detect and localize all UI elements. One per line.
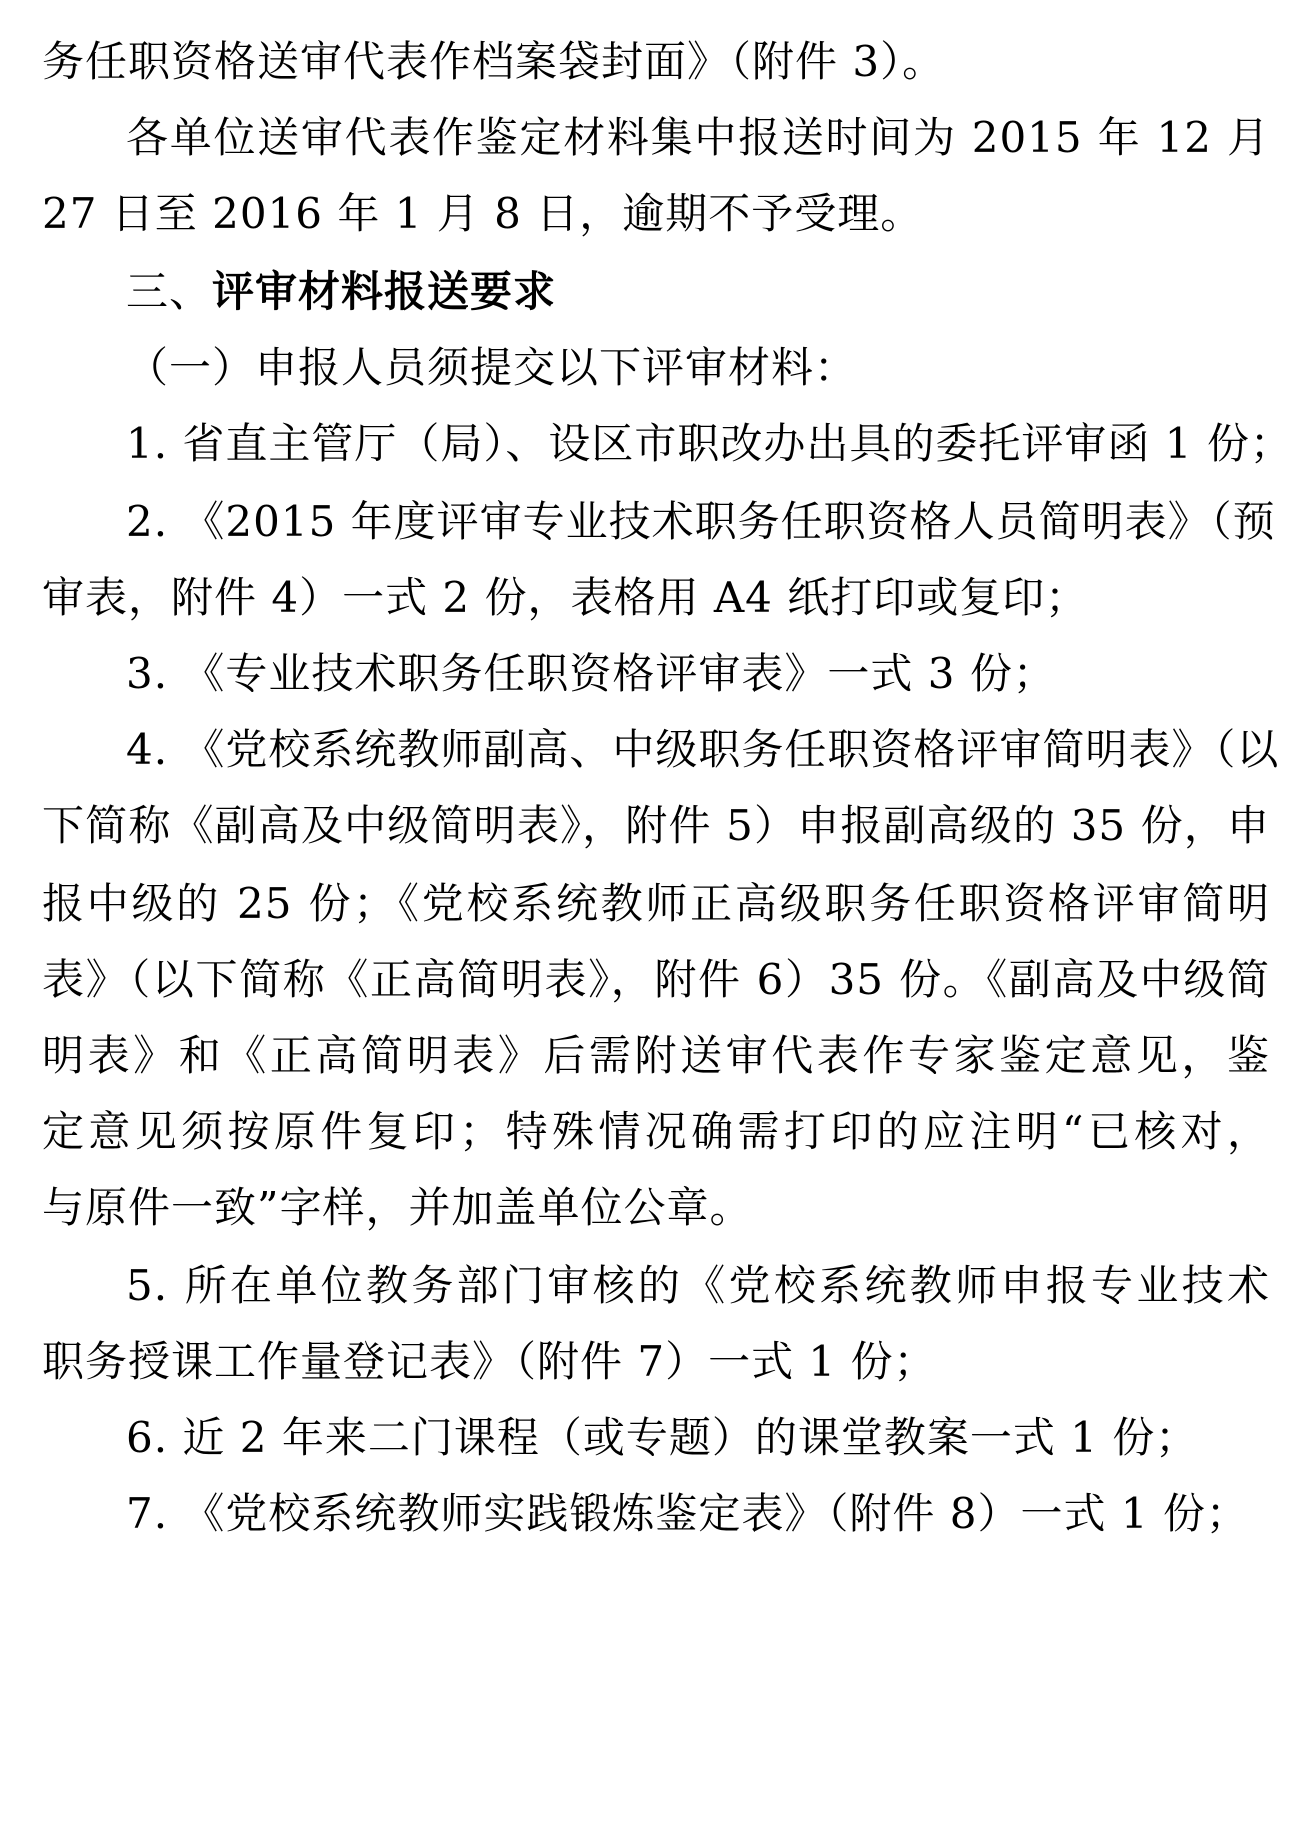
paragraph-line: 下简称《副高及中级简明表》，附件 5）申报副高级的 35 份，申 [42,801,1270,850]
paragraph-line: 职务授课工作量登记表》（附件 7）一式 1 份； [42,1337,937,1386]
paragraph-line: 与原件一致”字样，并加盖单位公章。 [42,1183,753,1232]
paragraph-line: 明表》和《正高简明表》后需附送审代表作专家鉴定意见，鉴 [42,1031,1270,1080]
section-heading-number: 三、 [126,267,213,316]
list-item: 7. 《党校系统教师实践锻炼鉴定表》（附件 8）一式 1 份； [126,1489,1249,1538]
list-item: 2. 《2015 年度评审专业技术职务任职资格人员简明表》（预 [126,497,1276,546]
list-item: 3. 《专业技术职务任职资格评审表》一式 3 份； [126,649,1056,698]
paragraph-line: 各单位送审代表作鉴定材料集中报送时间为 2015 年 12 月 [126,113,1270,162]
section-heading-text: 评审材料报送要求 [212,267,557,316]
list-item: 4. 《党校系统教师副高、中级职务任职资格评审简明表》（以 [126,725,1280,774]
paragraph-line: 报中级的 25 份；《党校系统教师正高级职务任职资格评审简明 [42,879,1270,928]
paragraph-line: 定意见须按原件复印；特殊情况确需打印的应注明“已核对， [42,1107,1270,1156]
list-item: 6. 近 2 年来二门课程（或专题）的课堂教案一式 1 份； [126,1413,1199,1462]
paragraph-line: 表》（以下简称《正高简明表》，附件 6）35 份。《副高及中级简 [42,955,1270,1004]
subsection-heading: （一）申报人员须提交以下评审材料： [126,343,858,392]
paragraph-line: 审表，附件 4）一式 2 份，表格用 A4 纸打印或复印； [42,573,1089,622]
paragraph-line: 27 日至 2016 年 1 月 8 日，逾期不予受理。 [42,189,924,238]
section-heading [126,264,556,320]
list-item: 5. 所在单位教务部门审核的《党校系统教师申报专业技术 [126,1261,1270,1310]
list-item: 1. 省直主管厅（局）、设区市职改办出具的委托评审函 1 份； [126,419,1293,468]
paragraph-line: 务任职资格送审代表作档案袋封面》（附件 3）。 [42,37,946,86]
